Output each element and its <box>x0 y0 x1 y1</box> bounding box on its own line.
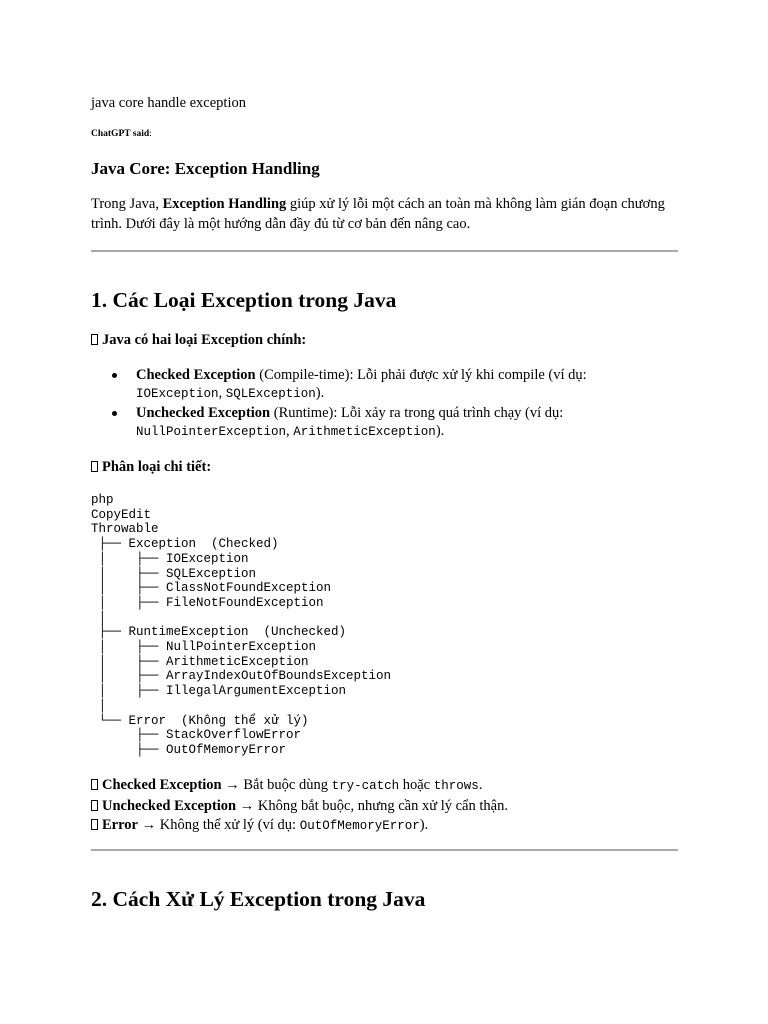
summary-bold: Error <box>102 817 138 833</box>
bullet-icon <box>112 411 117 416</box>
intro-bold: Exception Handling <box>162 196 287 212</box>
summary-arrow: → <box>236 797 258 814</box>
bullet-code: NullPointerException <box>136 425 287 439</box>
code-line: │ ├── IllegalArgumentException <box>91 684 347 699</box>
assistant-label-colon: : <box>149 129 152 139</box>
summary-code: throws <box>433 779 479 793</box>
bullet-bold: Unchecked Exception <box>136 405 271 421</box>
code-line: │ ├── SQLException <box>91 566 257 581</box>
summary-line <box>91 797 508 817</box>
summary-bold: Checked Exception <box>102 777 222 793</box>
bullet-text: (Compile-time): Lỗi phải được xử lý khi compile (ví dụ: <box>255 367 587 383</box>
code-line: ├── RuntimeException (Unchecked) <box>91 625 347 640</box>
user-prompt: java core handle exception <box>91 95 246 111</box>
section-1-title: 1. Các Loại Exception trong Java <box>91 288 397 312</box>
bullet-sep: , <box>218 385 226 401</box>
summary-text: Không thể xử lý (ví dụ: <box>159 817 300 833</box>
bullet-code: ArithmeticException <box>293 425 436 439</box>
summary-end: . <box>478 777 483 793</box>
summary-mid: hoặc <box>399 777 434 793</box>
section-2-title: 2. Cách Xử Lý Exception trong Java <box>91 887 426 911</box>
code-line: │ <box>91 610 107 625</box>
list-item <box>112 404 672 441</box>
code-line: │ ├── ArrayIndexOutOfBoundsException <box>91 669 392 684</box>
assistant-name: ChatGPT said <box>91 129 150 139</box>
code-line: └── Error (Không thể xử lý) <box>91 713 309 728</box>
intro-pre: Trong Java, <box>91 196 163 212</box>
code-line: │ ├── IOException <box>91 551 249 566</box>
code-line: php <box>91 493 114 507</box>
response-title: Java Core: Exception Handling <box>91 159 320 178</box>
code-line: │ ├── ClassNotFoundException <box>91 581 332 596</box>
missing-glyph-icon <box>91 800 98 811</box>
bullet-code: SQLException <box>225 387 316 401</box>
code-line: CopyEdit <box>91 507 152 522</box>
code-line: │ ├── FileNotFoundException <box>91 595 324 610</box>
assistant-label <box>91 128 152 140</box>
code-block <box>91 493 391 758</box>
summary-arrow: → <box>221 777 244 793</box>
summary-code: try-catch <box>331 779 400 793</box>
detail-heading <box>91 458 211 476</box>
missing-glyph-icon <box>91 334 98 345</box>
summary-line <box>91 816 508 837</box>
code-line: Throwable <box>91 522 159 537</box>
code-line: │ ├── ArithmeticException <box>91 654 309 669</box>
missing-glyph-icon <box>91 819 98 830</box>
code-line: │ ├── NullPointerException <box>91 640 317 655</box>
summary-line <box>91 776 508 797</box>
missing-glyph-icon <box>91 779 98 790</box>
summary-code: OutOfMemoryError <box>299 819 420 833</box>
bullet-code: IOException <box>136 387 219 401</box>
bullet-sep: , <box>286 423 294 439</box>
divider <box>91 250 678 252</box>
list-item <box>112 366 672 403</box>
bullet-icon <box>112 373 117 378</box>
bullet-bold: Checked Exception <box>136 367 256 383</box>
detail-heading-text: Phân loại chi tiết: <box>102 459 212 475</box>
code-line: ├── Exception (Checked) <box>91 537 279 552</box>
summary-list <box>91 776 508 837</box>
code-line: ├── StackOverflowError <box>91 728 302 743</box>
types-heading <box>91 331 306 349</box>
summary-arrow: → <box>137 817 160 833</box>
summary-text: Không bắt buộc, nhưng cần xử lý cẩn thận. <box>257 797 508 814</box>
bullet-end: ). <box>435 423 445 439</box>
types-heading-text: Java có hai loại Exception chính: <box>102 332 307 348</box>
divider <box>91 849 678 851</box>
bullet-text: (Runtime): Lỗi xảy ra trong quá trình chạy (ví dụ: <box>270 405 564 421</box>
bullet-end: ). <box>315 385 325 401</box>
code-line: │ <box>91 698 107 713</box>
summary-text: Bắt buộc dùng <box>243 777 332 793</box>
exception-types-list <box>112 366 672 442</box>
summary-end: ). <box>419 817 429 833</box>
missing-glyph-icon <box>91 461 98 472</box>
summary-bold: Unchecked Exception <box>102 797 237 814</box>
intro-paragraph <box>91 195 681 234</box>
code-line: ├── OutOfMemoryError <box>91 742 287 757</box>
intro-post: giúp xử lý lỗi một cách an toàn mà không làm gián đoạn chương trình. Dưới đây là một hướng dẫn đầy đủ từ cơ bản đến nâng cao. <box>91 196 665 232</box>
